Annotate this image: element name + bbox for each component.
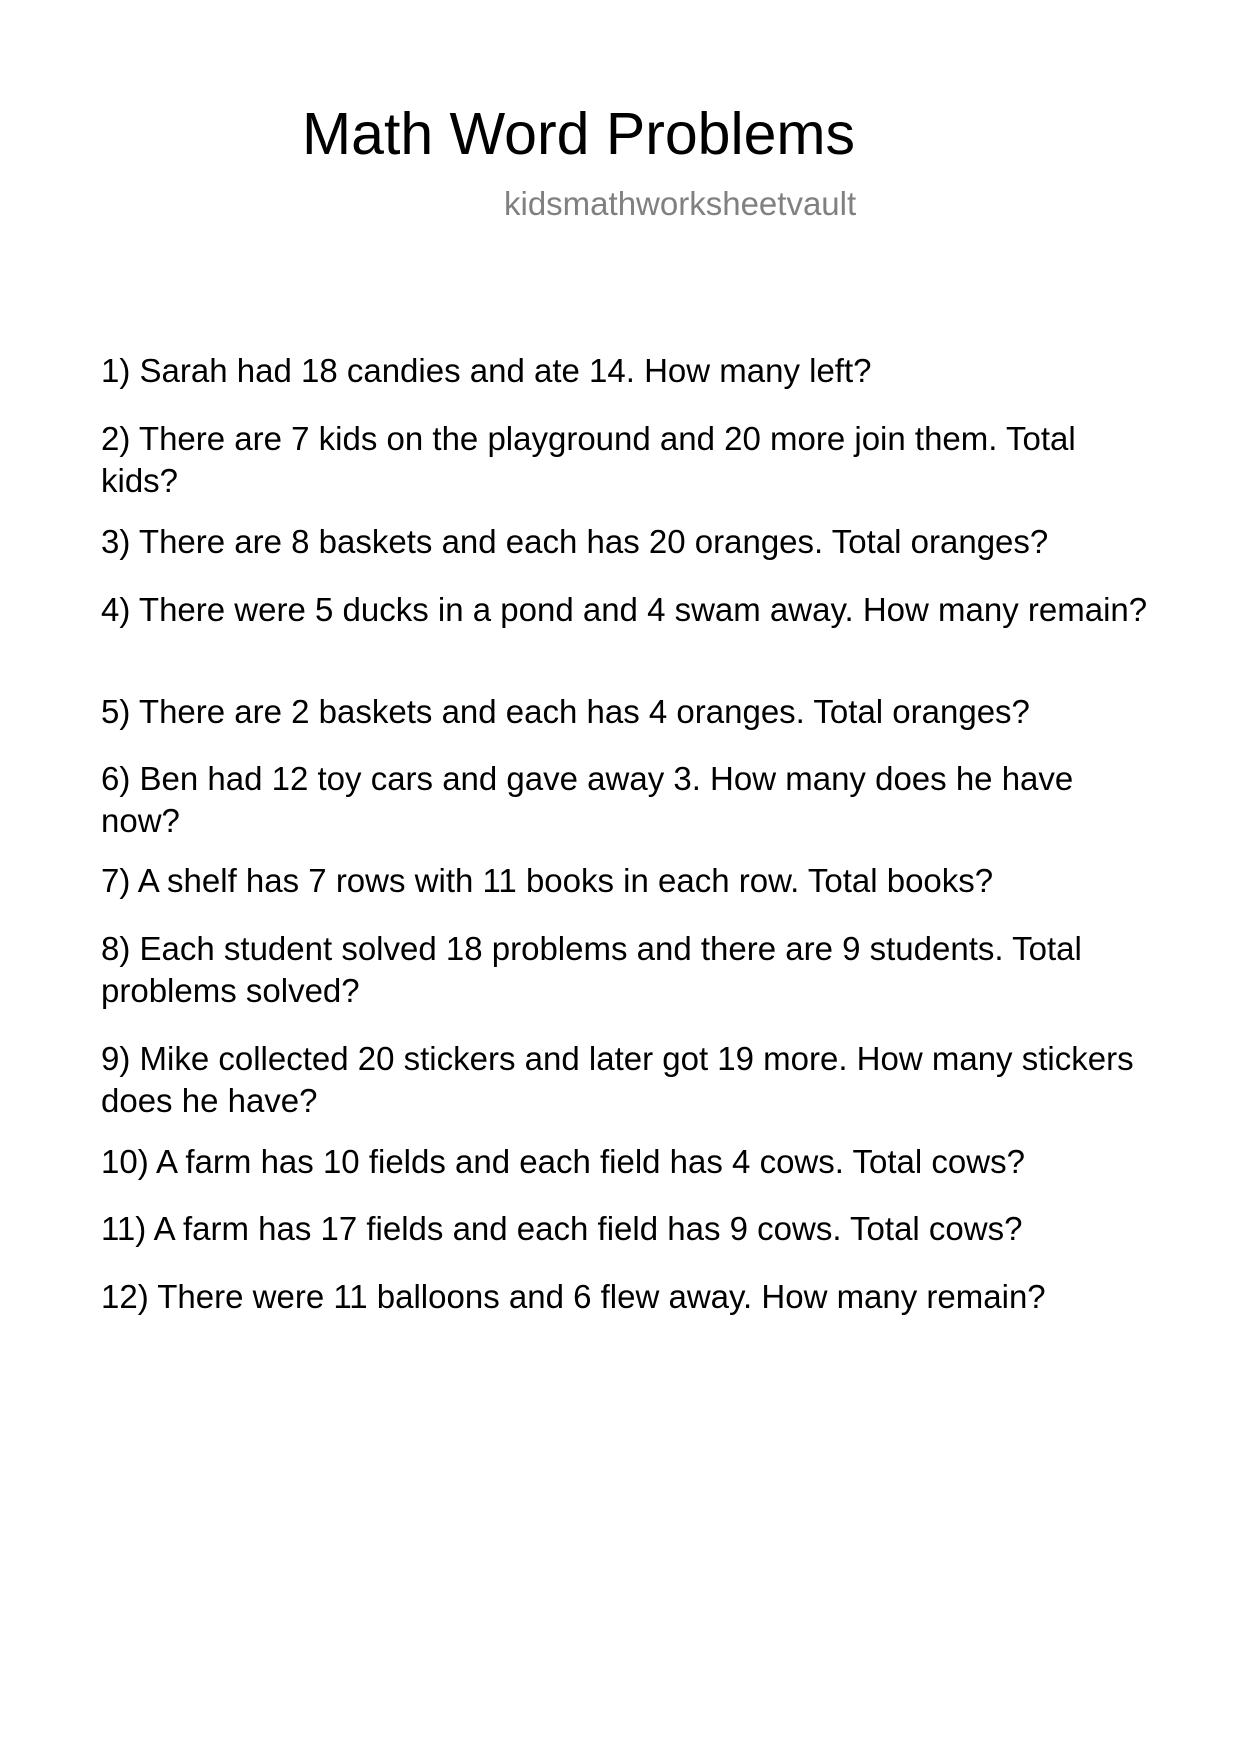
problem-item: 9) Mike collected 20 stickers and later got 19 more. How many stickers does he have? bbox=[101, 1040, 1134, 1119]
problem-item: 11) A farm has 17 fields and each field has 9 cows. Total cows? bbox=[101, 1210, 1023, 1247]
page-subtitle: kidsmathworksheetvault bbox=[504, 185, 857, 222]
problem-item: 7) A shelf has 7 rows with 11 books in each row. Total books? bbox=[101, 862, 994, 899]
problem-item: 5) There are 2 baskets and each has 4 oranges. Total oranges? bbox=[101, 693, 1030, 730]
problem-item: 8) Each student solved 18 problems and there are 9 students. Total problems solved? bbox=[101, 930, 1082, 1009]
problem-item: 12) There were 11 balloons and 6 flew away. How many remain? bbox=[101, 1278, 1046, 1315]
problem-item: 2) There are 7 kids on the playground and 20 more join them. Total kids? bbox=[101, 420, 1076, 499]
problem-item: 6) Ben had 12 toy cars and gave away 3. How many does he have now? bbox=[101, 760, 1074, 839]
problem-item: 4) There were 5 ducks in a pond and 4 swam away. How many remain? bbox=[101, 591, 1148, 628]
problem-item: 1) Sarah had 18 candies and ate 14. How many left? bbox=[101, 352, 872, 389]
problem-item: 3) There are 8 baskets and each has 20 oranges. Total oranges? bbox=[101, 523, 1049, 560]
problem-item: 10) A farm has 10 fields and each field has 4 cows. Total cows? bbox=[101, 1143, 1025, 1180]
page-title: Math Word Problems bbox=[302, 101, 856, 167]
